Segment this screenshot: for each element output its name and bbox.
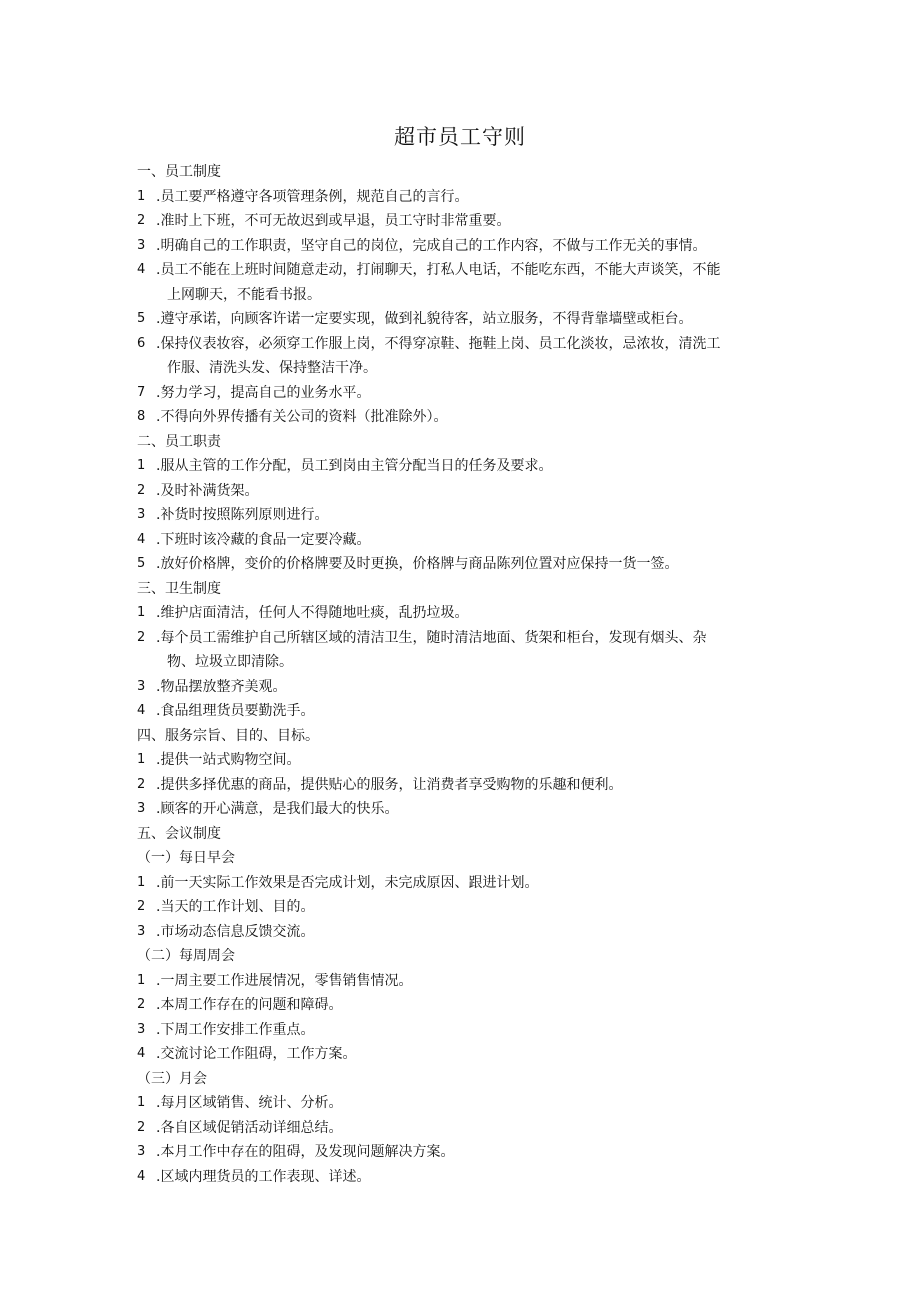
item-number: 2 [137, 629, 146, 645]
item-number: 4 [137, 262, 146, 277]
list-item [137, 748, 787, 773]
list-item [137, 1042, 787, 1067]
item-text: .保持仪表妆容，必须穿工作服上岗，不得穿凉鞋、拖鞋上岗、员工化淡妆，忌浓妆，清洗工 [156, 335, 721, 352]
item-text: .市场动态信息反馈交流。 [156, 923, 315, 940]
item-text: .每月区域销售、统计、分析。 [156, 1095, 343, 1111]
item-text: .各自区域促销活动详细总结。 [156, 1119, 343, 1136]
item-number: 1 [137, 1095, 146, 1110]
item-text: .物品摆放整齐美观。 [156, 678, 287, 695]
list-item [137, 479, 787, 504]
item-number: 1 [137, 972, 146, 988]
item-text: .下周工作安排工作重点。 [156, 1021, 315, 1038]
item-text: .遵守承诺，向顾客许诺一定要实现，做到礼貌待客，站立服务，不得背靠墙壁或柜台。 [156, 311, 693, 327]
item-number: 7 [137, 384, 146, 400]
item-text: .下班时该冷藏的食品一定要冷藏。 [156, 531, 371, 548]
item-text: .员工不能在上班时间随意走动，打闹聊天，打私人电话，不能吃东西，不能大声谈笑，不能 [156, 262, 721, 278]
item-number: 4 [137, 1046, 146, 1061]
item-text: .一周主要工作进展情况，零售销售情况。 [156, 972, 413, 989]
item-number: 1 [137, 874, 146, 890]
item-text: .食品组理货员要勤洗手。 [156, 703, 315, 719]
list-item [137, 993, 787, 1018]
item-text: .顾客的开心满意，是我们最大的快乐。 [156, 801, 399, 817]
list-item [137, 332, 787, 357]
item-continuation: 作服、清洗头发、保持整洁干净。 [167, 360, 377, 376]
item-number: 8 [137, 409, 146, 424]
item-text: .服从主管的工作分配，员工到岗由主管分配当日的任务及要求。 [156, 458, 553, 474]
subsection-heading: （一）每日早会 [137, 850, 235, 866]
list-item [137, 773, 787, 798]
item-text: .提供一站式购物空间。 [156, 752, 301, 768]
item-text: .及时补满货架。 [156, 482, 259, 499]
item-number: 2 [137, 776, 146, 792]
item-number: 4 [137, 703, 146, 718]
list-item [137, 454, 787, 479]
item-continuation: 上网聊天，不能看书报。 [167, 286, 321, 303]
item-text: .努力学习，提高自己的业务水平。 [156, 384, 371, 401]
item-number: 5 [137, 556, 146, 571]
item-text: .补货时按照陈列原则进行。 [156, 507, 329, 523]
item-text: .区域内理货员的工作表现、详述。 [156, 1168, 371, 1185]
item-number: 4 [137, 1168, 146, 1184]
item-number: 1 [137, 188, 146, 204]
item-text: .前一天实际工作效果是否完成计划，未完成原因、跟进计划。 [156, 874, 539, 891]
section-heading: 五、会议制度 [137, 825, 221, 842]
item-text: .交流讨论工作阻碍，工作方案。 [156, 1046, 357, 1062]
item-number: 3 [137, 507, 146, 522]
item-number: 2 [137, 1119, 146, 1135]
list-item [137, 307, 787, 332]
item-number: 2 [137, 213, 146, 228]
item-number: 3 [137, 801, 146, 816]
document-title: 超市员工守则 [394, 125, 526, 149]
subsection-heading: （三）月会 [137, 1070, 207, 1087]
item-number: 2 [137, 899, 146, 914]
item-number: 3 [137, 923, 146, 939]
list-item [137, 1140, 787, 1165]
item-number: 5 [137, 311, 146, 326]
list-item [137, 258, 787, 283]
item-number: 3 [137, 1144, 146, 1159]
item-text: .提供多择优惠的商品，提供贴心的服务，让消费者享受购物的乐趣和便利。 [156, 776, 623, 793]
item-number: 1 [137, 605, 146, 620]
item-text: .维护店面清洁，任何人不得随地吐痰，乱扔垃圾。 [156, 605, 469, 621]
list-item [137, 969, 787, 994]
list-item [137, 871, 787, 896]
item-number: 3 [137, 237, 146, 253]
list-item [137, 381, 787, 406]
item-text: .本周工作存在的问题和障碍。 [156, 997, 343, 1013]
item-text: .每个员工需维护自己所辖区域的清洁卫生，随时清洁地面、货架和柜台，发现有烟头、杂 [156, 629, 707, 646]
subsection-heading: （二）每周周会 [137, 948, 235, 964]
list-item [137, 405, 787, 430]
item-continuation: 物、垃圾立即清除。 [167, 654, 293, 670]
list-item [137, 626, 787, 651]
list-item [137, 552, 787, 577]
item-number: 3 [137, 678, 146, 694]
item-text: .不得向外界传播有关公司的资料（批准除外）。 [156, 409, 448, 425]
item-number: 1 [137, 458, 146, 473]
item-number: 1 [137, 752, 146, 767]
section-heading: 一、员工制度 [137, 164, 221, 180]
list-item [137, 1018, 787, 1043]
list-item [137, 234, 787, 259]
item-text: .当天的工作计划、目的。 [156, 899, 315, 915]
list-item [137, 895, 787, 920]
section-heading: 四、服务宗旨、目的、目标。 [137, 727, 319, 744]
list-item [137, 1165, 787, 1190]
list-item [137, 797, 787, 822]
item-number: 2 [137, 997, 146, 1012]
item-number: 3 [137, 1021, 146, 1037]
item-text: .明确自己的工作职责，坚守自己的岗位，完成自己的工作内容，不做与工作无关的事情。 [156, 237, 707, 254]
list-item [137, 209, 787, 234]
list-item [137, 503, 787, 528]
item-text: .放好价格牌，变价的价格牌要及时更换，价格牌与商品陈列位置对应保持一货一签。 [156, 556, 679, 572]
section-heading: 二、员工职责 [137, 433, 221, 450]
list-item [137, 601, 787, 626]
list-item [137, 675, 787, 700]
item-text: .准时上下班，不可无故迟到或早退，员工守时非常重要。 [156, 213, 511, 229]
item-text: .员工要严格遵守各项管理条例，规范自己的言行。 [156, 188, 469, 205]
list-item [137, 1091, 787, 1116]
list-item [137, 528, 787, 553]
list-item [137, 699, 787, 724]
section-heading: 三、卫生制度 [137, 580, 221, 597]
item-number: 4 [137, 531, 146, 547]
item-text: .本月工作中存在的阻碍，及发现问题解决方案。 [156, 1144, 455, 1160]
list-item [137, 920, 787, 945]
item-number: 2 [137, 482, 146, 498]
item-number: 6 [137, 335, 146, 351]
list-item [137, 1116, 787, 1141]
document-body [137, 160, 787, 1189]
list-item [137, 185, 787, 210]
